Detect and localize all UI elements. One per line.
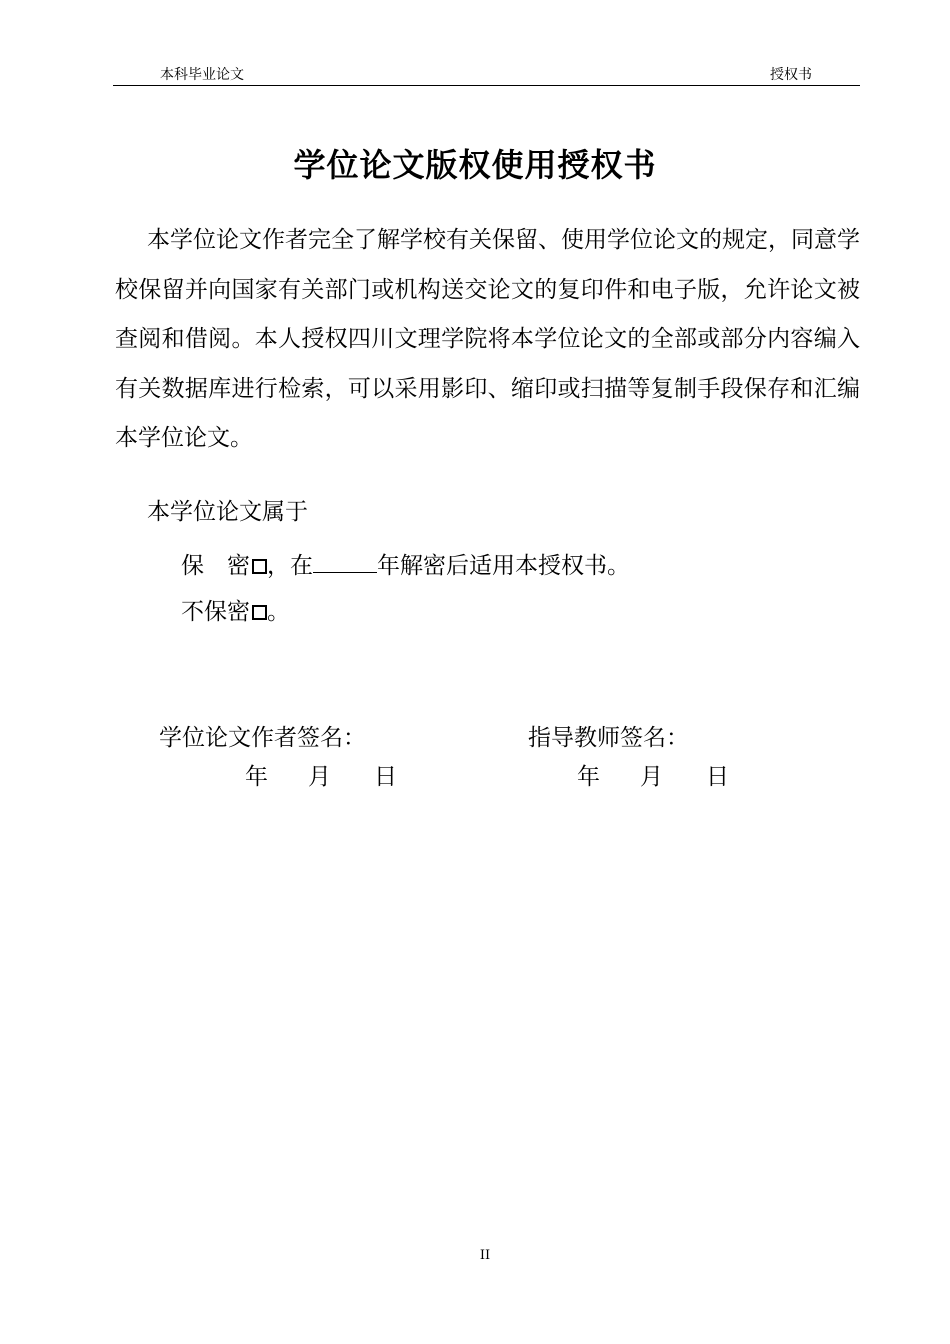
page-title: 学位论文版权使用授权书 — [293, 146, 657, 184]
page-number: II — [479, 1248, 491, 1263]
author-date-month: 月 — [308, 764, 331, 790]
author-date-year: 年 — [245, 764, 268, 790]
advisor-signature-label: 指导教师签名： — [528, 725, 689, 751]
secret-middle-text: ，在 — [267, 553, 313, 579]
header-left-text: 本科毕业论文 — [160, 67, 244, 83]
header-right-text: 授权书 — [770, 67, 812, 83]
header-rule — [113, 85, 860, 86]
advisor-date-year: 年 — [577, 764, 600, 790]
secret-suffix-text: 年解密后适用本授权书。 — [377, 553, 630, 579]
advisor-date-month: 月 — [640, 764, 663, 790]
not-secret-checkbox[interactable] — [252, 605, 267, 620]
secret-label: 保 密 — [181, 553, 250, 579]
not-secret-label: 不保密 — [181, 599, 250, 625]
advisor-date-day: 日 — [706, 764, 729, 790]
author-date-day: 日 — [374, 764, 397, 790]
classification-label: 本学位论文属于 — [147, 499, 308, 525]
author-signature-label: 学位论文作者签名： — [159, 725, 366, 751]
authorization-paragraph: 本学位论文作者完全了解学校有关保留、使用学位论文的规定，同意学校保留并向国家有关部门或机构送交论文的复印件和电子版，允许论文被查阅和借阅。本人授权四川文理学院将本学位论文的全部或部分内容编入有关数据库进行检索，可以采用影印、缩印或扫描等复制手段保存和汇编本学位论文。 — [115, 227, 860, 451]
secret-option-row — [181, 542, 630, 586]
not-secret-option-row — [181, 592, 290, 632]
years-blank[interactable] — [313, 542, 377, 573]
not-secret-suffix: 。 — [267, 599, 290, 625]
secret-checkbox[interactable] — [252, 559, 267, 574]
